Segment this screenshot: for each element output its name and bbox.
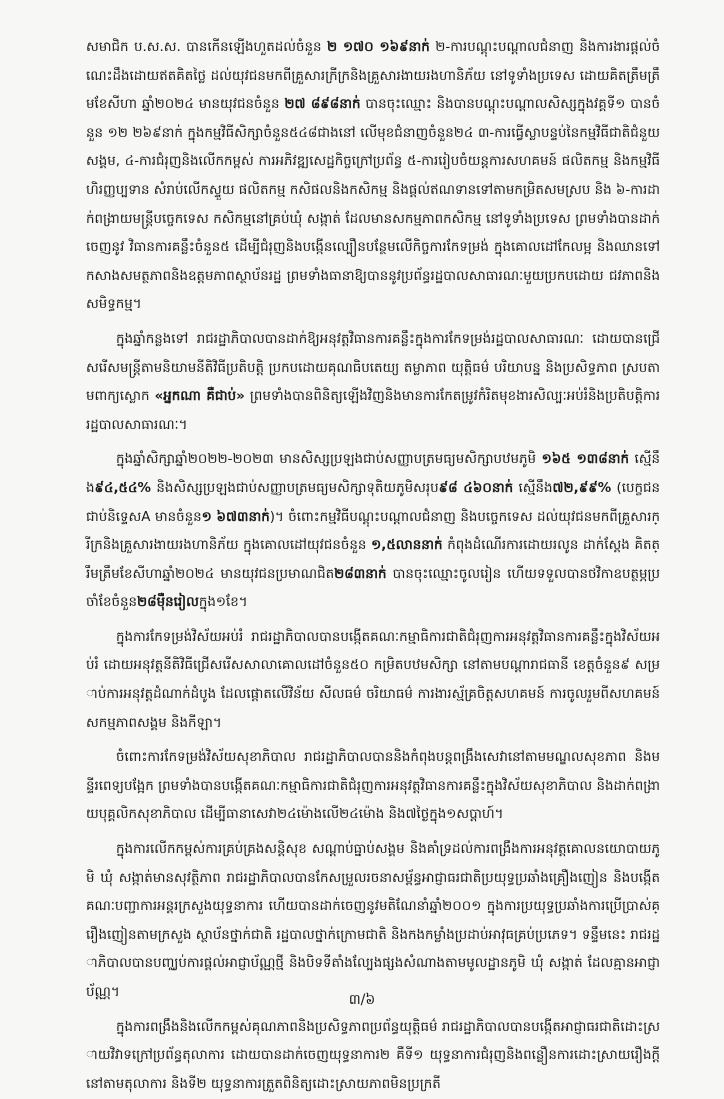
- text-run: ក្នុងការកែទម្រង់វិស័យអប់រំ រាជរដ្ឋាភិបាលបានបង្កើតគណៈកម្មាធិការជាតិជំរុញការអនុវត្តវិធានការគន្លឹះក្នុងវិស័យអប់រំ ដោយអនុវត្តនីតិវិធីជ្រើសរើសសាលាគោលដៅចំនួន៥០ កម្រិតបឋមសិក្សា នៅតាមបណ្តារាជធានី ខេត្តចំនួន៩ សម្រាប់ការអនុវត្តដំណាក់ដំបូង ដែលផ្តោតលើវិន័យ សីលធម៌ ចរិយាធម៌ ការងារស្ម័គ្រចិត្តសហគមន៍ ការចូលរួមពីសហគមន៍ សកម្មភាពសង្គម និងកីឡា។: [86, 629, 660, 731]
- text-run: ក្នុងការពង្រឹងនិងលើកកម្ពស់គុណភាពនិងប្រសិទ្ធភាពប្រព័ន្ធយុត្តិធម៌ រាជរដ្ឋាភិបាលបានបង្កើតអាជ្ញាធរជាតិដោះស្រាយវិវាទក្រៅប្រព័ន្ធតុលាការ ដោយបានដាក់ចេញយុទ្ធនាការ២ គឺទី១ យុទ្ធនាការជំរុញនិងពន្លឿនការដោះស្រាយរឿងក្តីនៅតាមតុលាការ និងទី២ យុទ្ធនាការត្រួតពិនិត្យដោះស្រាយភាពមិនប្រក្រតី: [86, 1019, 660, 1092]
- body-text: [86, 34, 660, 1099]
- text-run: បានចុះឈ្មោះ និងបានបណ្តុះបណ្តាលសិស្សក្នុងវគ្គទី១ បានចំនួន ១២ ២៦៩នាក់ ក្នុងកម្មវិធីសិក្សាចំនួន៥៤៨ជាងនៅ លើមុខជំនាញចំនួន២៤ ៣-ការធ្វើស្លាបន្ទប់នៃកម្មវិធីជាតិជំនួយសង្គម, ៤-ការជំរុញនិងលើកកម្ពស់ ការអភិវឌ្ឍសេដ្ឋកិច្ចក្រៅប្រព័ន្ធ ៥-ការរៀបចំយន្តការសហគមន៍ ផលិតកម្ម និងកម្មវិធីហិរញ្ញប្បទាន សំរាប់លើកស្ទួយ ផលិតកម្ម កសិផលនិងកសិកម្ម និងផ្តល់ឥណទានទៅតាមកម្រិតសមស្រប និង ៦-ការដាក់ពង្រាយមន្ត្រីបច្ចេកទេស កសិកម្មនៅគ្រប់ឃុំ សង្កាត់ ដែលមានសកម្មភាពកសិកម្ម នៅទូទាំងប្រទេស ព្រមទាំងបានដាក់ចេញនូវ វិធានការគន្លឹះចំនួន៥ ដើម្បីជំរុញនិងបង្កើនល្បឿនបន្ថែមលើកិច្ចការកែទម្រង់ ក្នុងគោលដៅកែលម្អ និងឈានទៅ កសាងសមត្ថភាពនិងឧត្តមភាពស្ថាប័នរដ្ឋ ព្រមទាំងធានាឱ្យបាននូវប្រព័ន្ធរដ្ឋបាលសាធារណៈមួយប្រកបដោយ ជវភាពនិងសមិទ្ធកម្ម។: [86, 97, 660, 313]
- paragraph: [86, 34, 660, 320]
- bold-text: ២ ១៧០ ១៦៩នាក់: [326, 40, 430, 55]
- bold-text: «អ្នកណា គឺជាប់»: [154, 389, 245, 405]
- text-run: ចំពោះការកែទម្រង់វិស័យសុខាភិបាល រាជរដ្ឋាភិបាលបាននិងកំពុងបន្តពង្រឹងសេវានៅតាមមណ្ឌលសុខភាព និងមន្ទីរពេទ្យបង្អែក ព្រមទាំងបានបង្កើតគណៈកម្មាធិការជាតិជំរុញការអនុវត្តវិធានការគន្លឹះក្នុងវិស័យសុខាភិបាល និងដាក់ពង្រាយបុគ្គលិកសុខាភិបាល ដើម្បីធានាសេវា២៤ម៉ោងលើ២៤ម៉ោង និង៧ថ្ងៃក្នុង១សប្តាហ៍។: [86, 750, 660, 823]
- paragraph: [86, 744, 660, 830]
- bold-text: ១ ៦៧៣នាក់: [201, 509, 270, 525]
- bold-text: ៧២,៩៩%: [552, 480, 612, 496]
- paragraph: [86, 1014, 660, 1099]
- text-run: ក្នុង១ខែ។: [198, 595, 248, 611]
- text-run: ស្មើនឹង: [86, 452, 660, 496]
- bold-text: ២៨៣នាក់: [334, 566, 387, 582]
- bold-text: ៩៤,៥៤%: [94, 480, 151, 496]
- text-run: សមាជិក ប.ស.ស. បានកើនឡើងហួតដល់ចំនួន: [86, 40, 327, 55]
- bold-text: ១៦៥ ១៣៨នាក់: [541, 452, 629, 468]
- bold-text: ៩៨ ៤៦០នាក់: [438, 480, 514, 496]
- text-run: ស្មើនឹង: [513, 480, 553, 496]
- text-run: (បេក្ខជនជាប់និទ្ទេសA មានចំនួន: [86, 480, 660, 525]
- text-run: ២-ការបណ្តុះបណ្តាលជំនាញ និងការងារផ្តល់ចំណេះដឹងដោយឥតគិតថ្លៃ ដល់យុវជនមកពីគ្រួសារក្រីក្រនិងគ្រួសារងាយរងហានិភ័យ នៅទូទាំងប្រទេស ដោយគិតត្រឹមត្រឹមខែសីហា ឆ្នាំ២០២៤ មានយុវជនចំនួន: [86, 40, 660, 113]
- text-run: និងសិស្សប្រឡងជាប់សញ្ញាបត្រមធ្យមសិក្សាទុតិយភូមិសរុប: [150, 480, 439, 496]
- text-run: បានចុះឈ្មោះចូលរៀន ហើយទទួលបានថវិកាឧបត្ថម្ភប្រចាំខែចំនួន: [86, 566, 660, 611]
- text-run: ក្នុងឆ្នាំសិក្សាឆ្នាំ២០២២-២០២៣ មានសិស្សប្រឡងជាប់សញ្ញាបត្រមធ្យមសិក្សាបឋមភូមិ: [116, 452, 542, 468]
- paragraph: [86, 446, 660, 618]
- paragraph: [86, 624, 660, 738]
- text-run: ក្នុងការលើកកម្ពស់ការគ្រប់គ្រងសន្តិសុខ សណ្តាប់ធ្នាប់សង្គម និងគាំទ្រដល់ការពង្រឹងការអនុវត្តគោលនយោបាយភូមិ ឃុំ សង្កាត់មានសុវត្ថិភាព រាជរដ្ឋាភិបាលបានកែសម្រួលរចនាសម្ព័ន្ធអាជ្ញាធរជាតិប្រយុទ្ធប្រឆាំងគ្រឿងញៀន និងបង្កើតគណៈបញ្ជាការអន្តរក្រសួងយុទ្ធនាការ ហើយបានដាក់ចេញនូវមតិណែនាំឆ្នាំ២០០១ ក្នុងការប្រយុទ្ធប្រឆាំងការប្រើប្រាស់គ្រឿងញៀនតាមក្រសួង ស្ថាប័នថ្នាក់ជាតិ រដ្ឋបាលថ្នាក់ក្រោមជាតិ និងកងកម្លាំងប្រដាប់អាវុធគ្រប់ប្រភេទ។ ទន្ទឹមនេះ រាជរដ្ឋាភិបាលបានបញ្ឈប់ការផ្តល់អាជ្ញាប័ណ្ណថ្មី និងបិទទីតាំងល្បែងផ្សងសំណាងតាមមូលដ្ឋានភូមិ ឃុំ សង្កាត់ ដែលគ្មានអាជ្ញាប័ណ្ណ។: [86, 842, 660, 1000]
- text-run: កំពុងដំណើរការដោយរលូន ដាក់ស្តែង គិតត្រឹមត្រឹមខែសីហាឆ្នាំ២០២៤ មានយុវជនប្រមាណជិត: [86, 538, 660, 582]
- page-number: ៣/៦: [348, 992, 376, 1008]
- paragraph: [86, 836, 660, 1008]
- bold-text: ២៨ម៉ឺនរៀល: [137, 595, 199, 611]
- text-run: ក្នុងឆ្នាំកន្លងទៅ រាជរដ្ឋាភិបាលបានដាក់ឱ្យអនុវត្តវិធានការគន្លឹះក្នុងការកែទម្រង់រដ្ឋបាលសាធារណៈ ដោយបានជ្រើសរើសមន្ត្រីតាមនិយាមនីតិវិធីប្រតិបត្តិ ប្រកបដោយគុណធិបតេយ្យ តម្លាភាព យុត្តិធម៌ បរិយាបន្ន និងប្រសិទ្ធភាព ស្របតាមពាក្យស្លោក: [86, 331, 660, 405]
- paragraph: [86, 326, 660, 440]
- text-run: ព្រមទាំងបានពិនិត្យឡើងវិញនិងមានការកែតម្រូវកំរិតមុខងារសិល្បៈអប់រំនិងប្រតិបត្តិការរដ្ឋបាលសាធារណៈ។: [86, 389, 660, 433]
- bold-text: ១,៥លាននាក់: [371, 538, 443, 554]
- text-run: )។ ចំពោះកម្មវិធីបណ្តុះបណ្តាលជំនាញ និងបច្ចេកទេស ដល់យុវជនមកពីគ្រួសារក្រីក្រនិងគ្រួសារងាយរងហានិភ័យ ក្នុងគោលដៅយុវជនចំនួន: [86, 509, 660, 554]
- bold-text: ២៧ ៨៩៨នាក់: [284, 97, 361, 113]
